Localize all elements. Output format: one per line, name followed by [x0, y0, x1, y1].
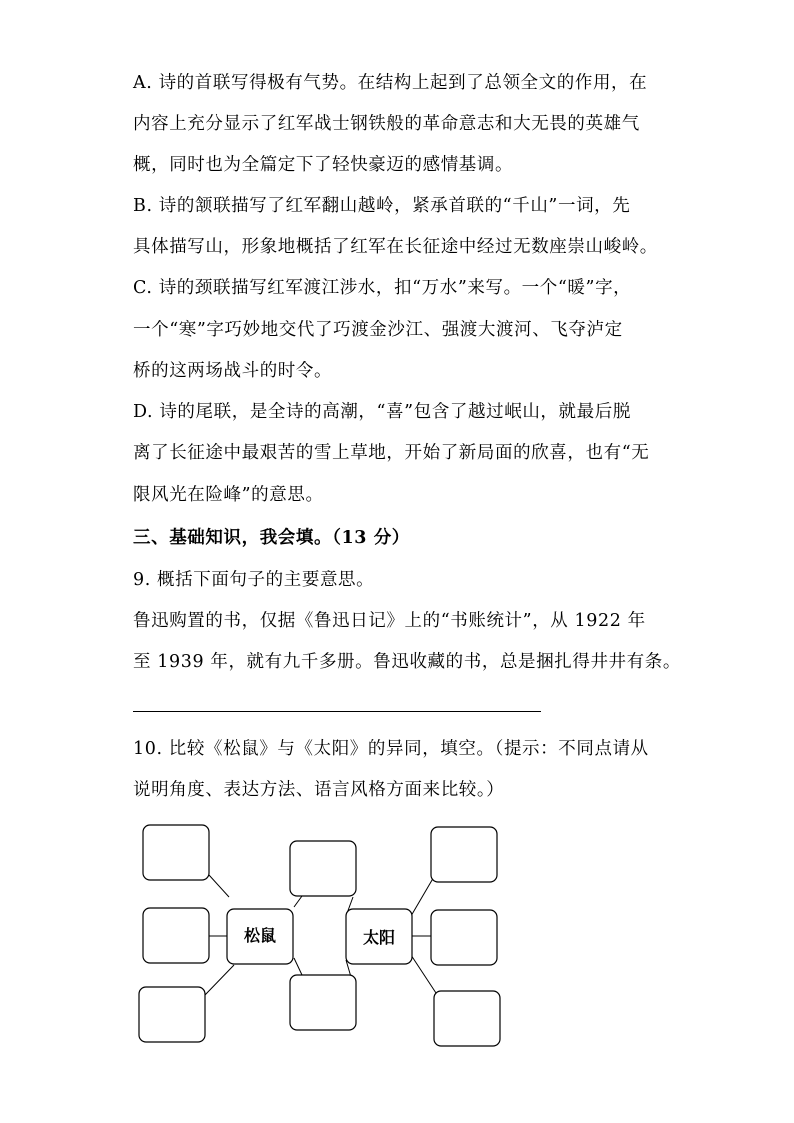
answer-box-left-middle[interactable] [143, 908, 209, 963]
question-9: 9. 概括下面句子的主要意思。 [133, 570, 375, 590]
connector-center-top-left [294, 896, 302, 907]
option-a-line-3: 概，同时也为全篇定下了轻快豪迈的感情基调。 [133, 155, 514, 175]
option-a-line-1: A. 诗的首联写得极有气势。在结构上起到了总领全文的作用，在 [133, 73, 648, 93]
answer-box-right-bottom[interactable] [434, 991, 500, 1046]
connector-center-bottom-left [294, 958, 302, 975]
question-10-line-1: 10. 比较《松鼠》与《太阳》的异同，填空。（提示：不同点请从 [133, 739, 649, 759]
comparison-diagram [130, 815, 510, 1055]
option-c-line-1: C. 诗的颈联描写红军渡江涉水，扣“万水”来写。一个“暖”字， [133, 278, 632, 298]
question-10-line-2: 说明角度、表达方法、语言风格方面来比较。） [133, 780, 505, 800]
option-c-line-2: 一个“寒”字巧妙地交代了巧渡金沙江、强渡大渡河、飞夺泸定 [133, 320, 623, 340]
option-c-line-3: 桥的这两场战斗的时令。 [133, 361, 333, 381]
connector-left-bottom [205, 965, 234, 995]
answer-box-left-top[interactable] [143, 825, 209, 880]
answer-box-left-bottom[interactable] [139, 987, 205, 1042]
node-songshu-label: 松鼠 [243, 926, 277, 945]
connector-right-top [411, 875, 435, 916]
option-b-line-2: 具体描写山，形象地概括了红军在长征途中经过无数座崇山峻岭。 [133, 237, 658, 257]
option-a-line-2: 内容上充分显示了红军战士钢铁般的革命意志和大无畏的英雄气 [133, 114, 640, 134]
node-taiyang-label: 太阳 [362, 928, 396, 947]
question-9-text-line-2: 至 1939 年，就有九千多册。鲁迅收藏的书，总是捆扎得井井有条。 [133, 652, 681, 672]
answer-box-right-top[interactable] [431, 827, 497, 882]
option-d-line-1: D. 诗的尾联，是全诗的高潮，“喜”包含了越过岷山，就最后脱 [133, 402, 631, 422]
option-d-line-2: 离了长征途中最艰苦的雪上草地，开始了新局面的欣喜，也有“无 [133, 443, 650, 463]
answer-box-center-top[interactable] [290, 841, 356, 896]
option-d-line-3: 限风光在险峰”的意思。 [133, 485, 324, 505]
answer-box-center-bottom[interactable] [290, 975, 356, 1030]
section-heading: 三、基础知识，我会填。（13 分） [133, 528, 410, 548]
connector-left-top [209, 875, 229, 897]
answer-blank-line[interactable] [133, 711, 541, 712]
question-9-text-line-1: 鲁迅购置的书，仅据《鲁迅日记》上的“书账统计”，从 1922 年 [133, 611, 646, 631]
answer-box-right-middle[interactable] [431, 910, 497, 965]
option-b-line-1: B. 诗的颔联描写了红军翻山越岭，紧承首联的“千山”一词，先 [133, 196, 631, 216]
